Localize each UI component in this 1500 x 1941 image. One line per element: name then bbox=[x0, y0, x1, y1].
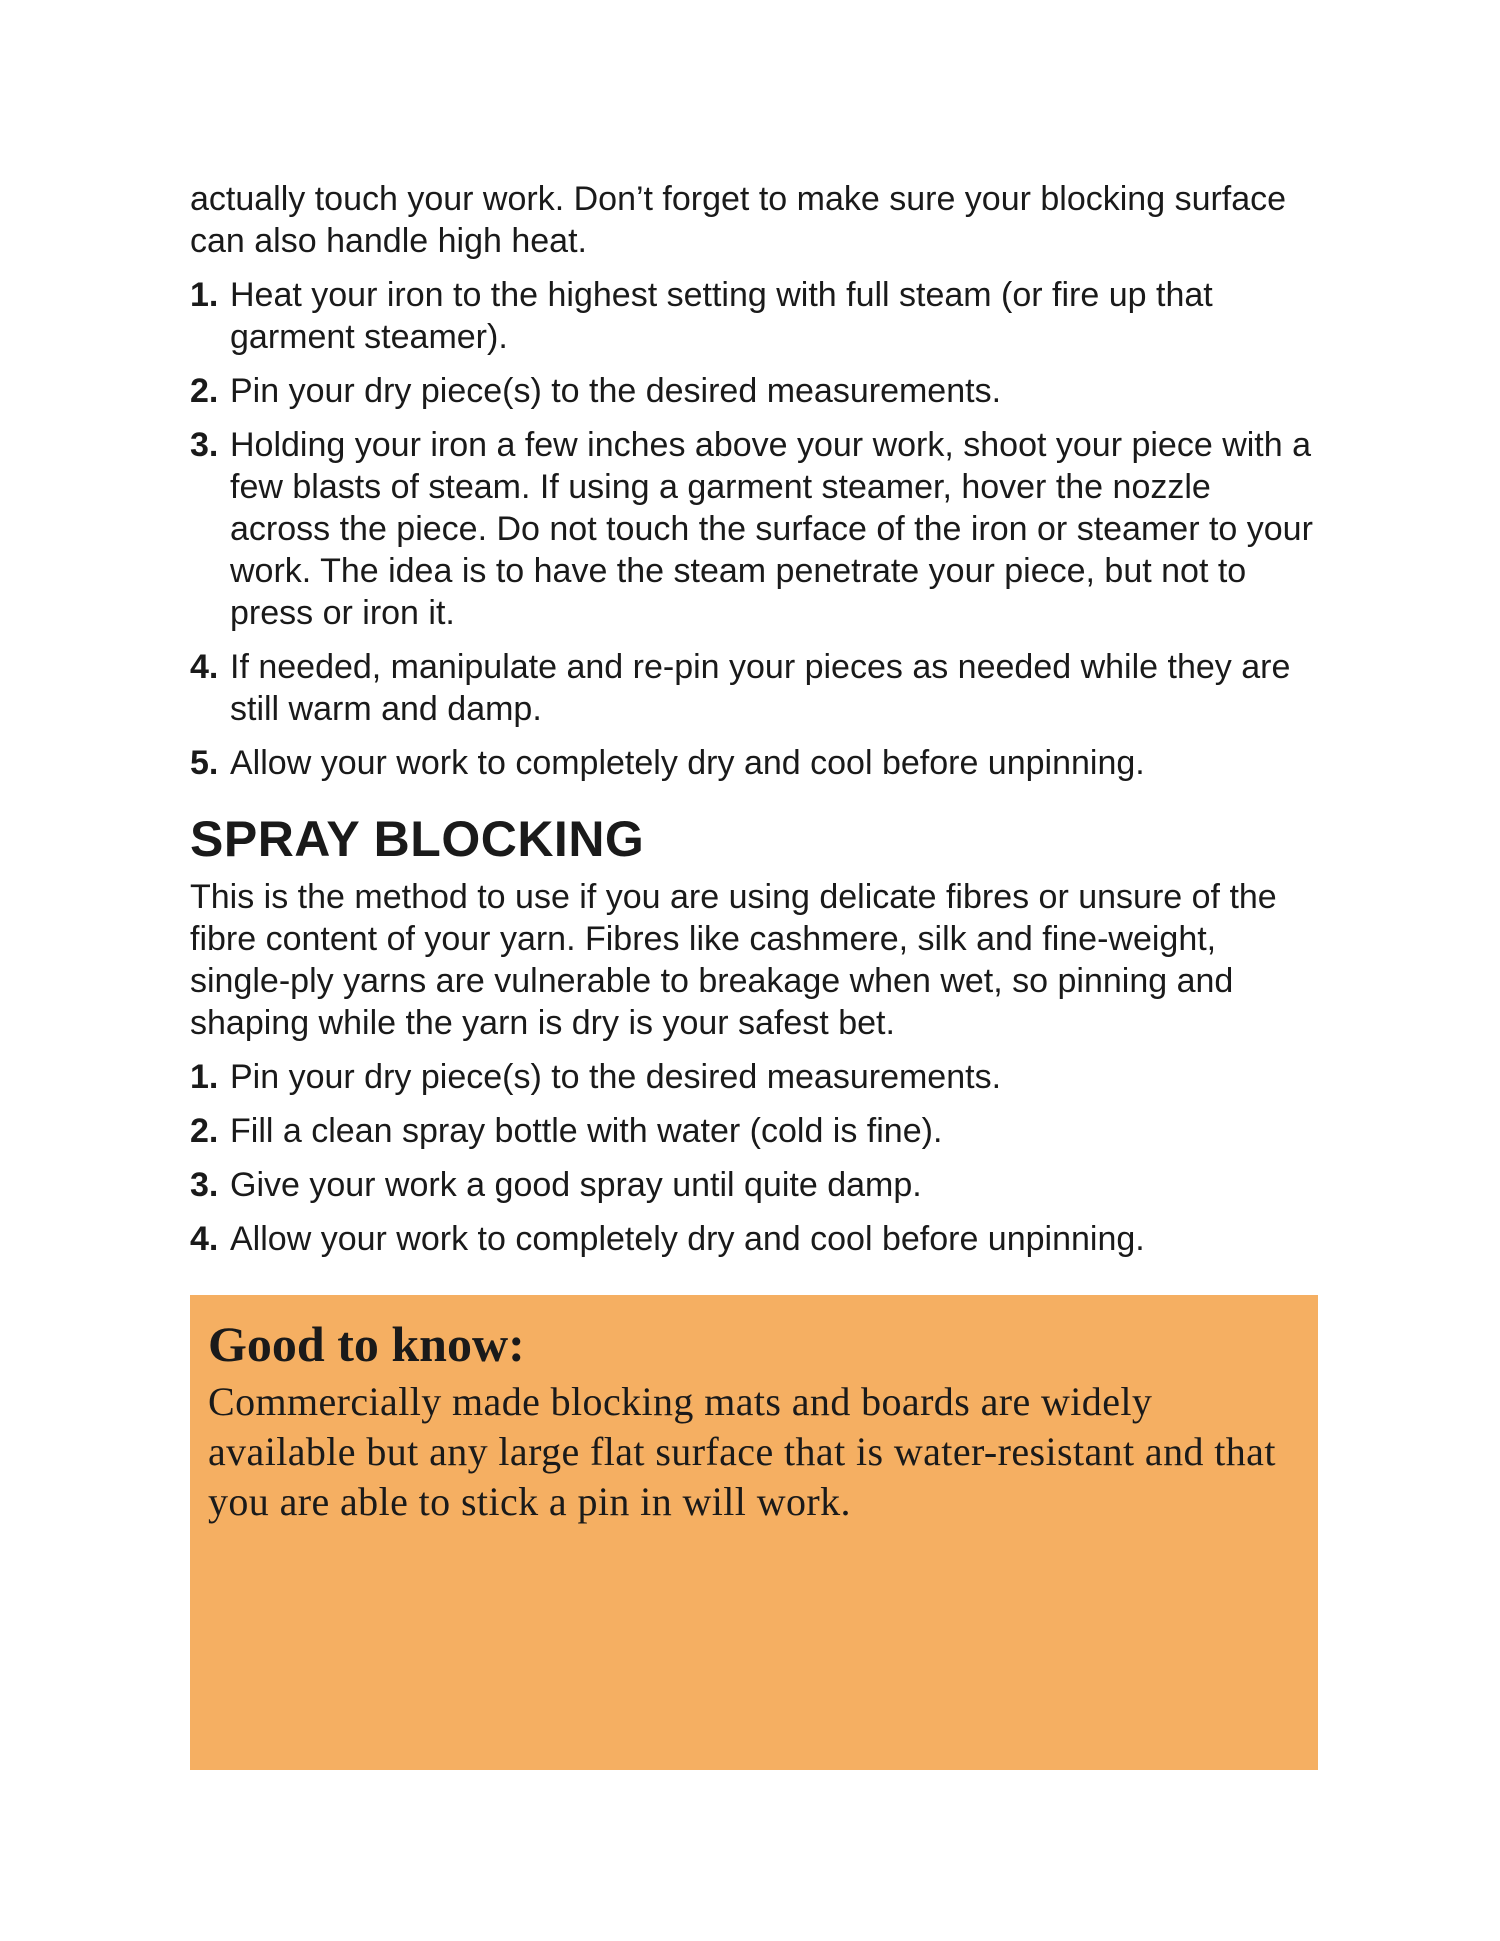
step-text: If needed, manipulate and re-pin your pieces as needed while they are still warm and damp. bbox=[230, 648, 1291, 728]
list-item bbox=[190, 424, 1320, 634]
step-text: Pin your dry piece(s) to the desired measurements. bbox=[230, 1058, 1002, 1096]
good-to-know-callout bbox=[190, 1295, 1318, 1770]
step-number: 2. bbox=[190, 1112, 219, 1150]
step-number: 1. bbox=[190, 276, 219, 314]
callout-title: Good to know: bbox=[208, 1316, 525, 1372]
step-text: Give your work a good spray until quite damp. bbox=[230, 1166, 922, 1204]
list-item bbox=[190, 646, 1320, 730]
spray-intro-paragraph: This is the method to use if you are using delicate fibres or unsure of the fibre content of your yarn. Fibres like cashmere, silk and fine-weight, single-ply yarns are vulnerable to breakage when wet, so pinning and shaping while the yarn is dry is your safest bet. bbox=[190, 878, 1277, 1042]
step-text: Allow your work to completely dry and cool before unpinning. bbox=[230, 744, 1145, 782]
list-item bbox=[190, 1164, 1320, 1206]
step-text: Fill a clean spray bottle with water (cold is fine). bbox=[230, 1112, 943, 1150]
step-number: 4. bbox=[190, 648, 219, 686]
page-content bbox=[190, 178, 1320, 1272]
step-number: 1. bbox=[190, 1058, 219, 1096]
step-number: 4. bbox=[190, 1220, 219, 1258]
list-item bbox=[190, 274, 1320, 358]
step-number: 3. bbox=[190, 1166, 219, 1204]
step-text: Heat your iron to the highest setting with full steam (or fire up that garment steamer). bbox=[230, 276, 1213, 356]
step-text: Pin your dry piece(s) to the desired measurements. bbox=[230, 372, 1002, 410]
step-number: 3. bbox=[190, 426, 219, 464]
list-item bbox=[190, 1110, 1320, 1152]
list-item bbox=[190, 370, 1320, 412]
list-item bbox=[190, 1056, 1320, 1098]
step-text: Allow your work to completely dry and cool before unpinning. bbox=[230, 1220, 1145, 1258]
section-heading-spray-blocking: SPRAY BLOCKING bbox=[190, 811, 645, 867]
list-item bbox=[190, 742, 1320, 784]
steam-steps-list bbox=[190, 274, 1320, 784]
intro-paragraph: actually touch your work. Don’t forget to make sure your blocking surface can also handle high heat. bbox=[190, 180, 1287, 260]
callout-body: Commercially made blocking mats and boards are widely available but any large flat surface that is water-resistant and that you are able to stick a pin in will work. bbox=[208, 1379, 1276, 1524]
spray-steps-list bbox=[190, 1056, 1320, 1260]
step-number: 2. bbox=[190, 372, 219, 410]
step-text: Holding your iron a few inches above your work, shoot your piece with a few blasts of steam. If using a garment steamer, hover the nozzle across the piece. Do not touch the surface of the iron or steamer to your work. The idea is to have the steam penetrate your piece, but not to press or iron it. bbox=[230, 426, 1313, 632]
list-item bbox=[190, 1218, 1320, 1260]
step-number: 5. bbox=[190, 744, 219, 782]
